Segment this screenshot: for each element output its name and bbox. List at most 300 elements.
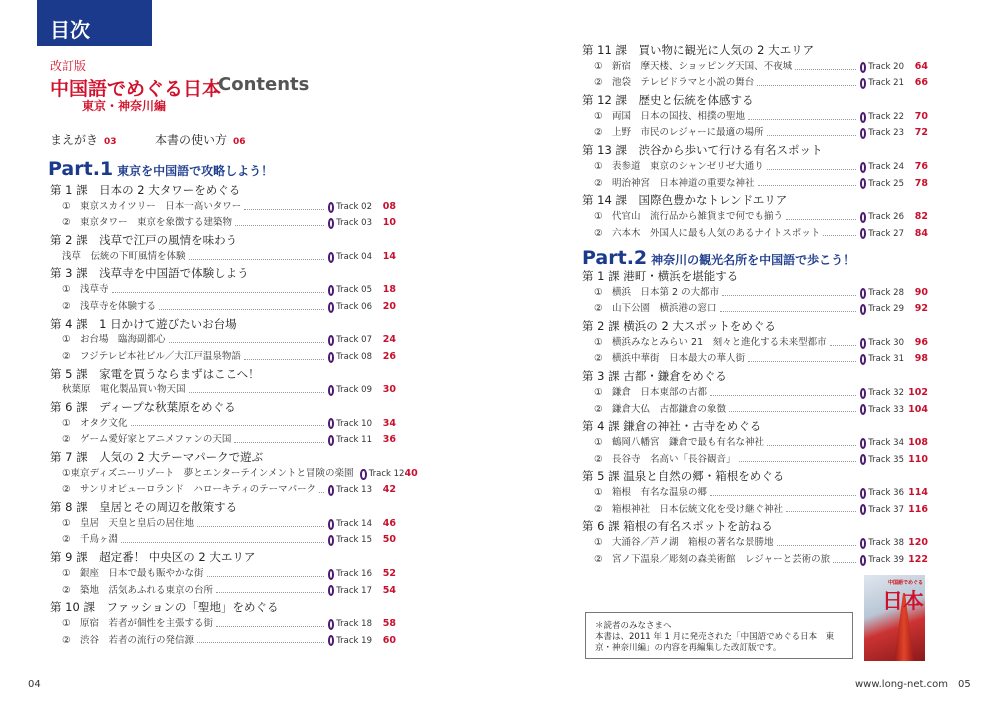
- toc-entry[interactable]: [582, 109, 928, 126]
- toc-entry[interactable]: [50, 482, 396, 499]
- track-label: Track 29: [868, 304, 904, 315]
- audio-track-icon: [328, 485, 334, 496]
- lesson-heading: 第 9 課 超定番！ 中央区の 2 大エリア: [50, 550, 256, 565]
- audio-track-icon: [328, 335, 334, 346]
- entry-title: 表参道 東京のシャンゼリゼ大通り: [612, 160, 764, 172]
- track-label: Track 16: [336, 568, 372, 579]
- audio-track-icon: [328, 535, 334, 546]
- audio-track[interactable]: [328, 616, 372, 633]
- toc-entry[interactable]: [582, 176, 928, 193]
- audio-track[interactable]: [860, 125, 904, 142]
- audio-track[interactable]: [328, 349, 372, 366]
- toc-entry[interactable]: [582, 351, 928, 368]
- entry-number: ①: [62, 417, 71, 429]
- entry-number: ①: [62, 617, 71, 629]
- entry-page: 36: [382, 434, 396, 446]
- audio-track[interactable]: [860, 75, 904, 92]
- entry-page: 98: [914, 353, 928, 365]
- track-label: Track 03: [336, 218, 372, 229]
- entry-title: 箱根神社 日本伝統文化を受け継ぐ神社: [612, 503, 784, 515]
- entry-title: 銀座 日本で最も賑やかな街: [80, 567, 204, 579]
- dotted-leader: [159, 309, 324, 310]
- entry-number: ①: [62, 567, 71, 579]
- dotted-leader: [207, 576, 324, 577]
- audio-track[interactable]: [328, 583, 372, 600]
- dotted-leader: [758, 185, 856, 186]
- entry-page: 46: [382, 517, 396, 529]
- toc-entry[interactable]: [50, 215, 396, 232]
- track-label: Track 30: [868, 337, 904, 348]
- dotted-leader: [244, 209, 324, 210]
- entry-title: 横浜 日本第 2 の大都市: [612, 286, 720, 298]
- website-url[interactable]: www.long-net.com: [855, 679, 948, 690]
- lesson-heading: 第 10 課 ファッションの「聖地」をめぐる: [50, 600, 279, 615]
- lesson-heading: 第 3 課 浅草寺を中国語で体験しよう: [50, 266, 249, 281]
- entry-number: ①: [594, 537, 603, 548]
- audio-track[interactable]: [328, 249, 372, 266]
- entry-title: 上野 市民のレジャーに最適の場所: [612, 127, 764, 139]
- audio-track[interactable]: [328, 215, 372, 232]
- audio-track-icon: [860, 488, 866, 499]
- lesson-heading: 第 1 課 日本の 2 大タワーをめぐる: [50, 183, 241, 197]
- toc-entry[interactable]: [582, 535, 928, 552]
- entry-page: 76: [914, 160, 928, 172]
- toc-entry[interactable]: [582, 435, 928, 452]
- entry-number: ②: [62, 350, 71, 362]
- entry-number: ②: [62, 217, 71, 229]
- audio-track[interactable]: [328, 282, 372, 299]
- audio-track[interactable]: [860, 485, 904, 502]
- track-label: Track 13: [336, 485, 372, 496]
- track-label: Track 25: [868, 178, 904, 189]
- entry-number: ②: [594, 303, 603, 315]
- entry-page: 78: [914, 177, 928, 189]
- toc-entry[interactable]: [582, 125, 928, 142]
- lesson-heading: 第 12 課 歴史と伝統を体感する: [582, 93, 754, 108]
- audio-track-icon: [860, 212, 866, 223]
- dotted-leader: [729, 411, 856, 412]
- dotted-leader: [216, 626, 324, 627]
- audio-track[interactable]: [860, 176, 904, 193]
- track-label: Track 17: [336, 585, 372, 596]
- audio-track-icon: [328, 435, 334, 446]
- entry-title: 東京スカイツリー 日本一高いタワー: [80, 200, 242, 212]
- track-label: Track 02: [336, 201, 372, 212]
- dotted-leader: [197, 642, 324, 643]
- track-label: Track 15: [336, 535, 372, 546]
- lesson-heading: 第 5 課 家電を買うならまずはここへ！: [50, 366, 260, 381]
- track-label: Track 28: [868, 287, 904, 298]
- dotted-leader: [235, 225, 324, 226]
- audio-track-icon: [860, 162, 866, 173]
- entry-page: 18: [382, 284, 396, 296]
- entry-page: 54: [382, 584, 396, 596]
- audio-track[interactable]: [860, 159, 904, 176]
- track-label: Track 37: [868, 504, 904, 515]
- dotted-leader: [767, 135, 856, 136]
- audio-track[interactable]: [860, 285, 904, 302]
- track-label: Track 08: [336, 351, 372, 362]
- audio-track[interactable]: [328, 432, 372, 449]
- audio-track-icon: [360, 469, 366, 480]
- audio-track[interactable]: [328, 633, 372, 650]
- track-label: Track 27: [868, 228, 904, 239]
- entry-number: ①: [62, 334, 71, 346]
- lesson-heading: 第 6 課 箱根の有名スポットを訪ねる: [582, 519, 773, 534]
- toc-entry[interactable]: [582, 301, 928, 318]
- audio-track[interactable]: [860, 385, 904, 402]
- toc-entry[interactable]: [50, 199, 396, 216]
- cover-logo: 日本: [882, 589, 924, 613]
- track-label: Track 12: [368, 468, 405, 479]
- entry-number: ②: [594, 177, 603, 189]
- toc-entry[interactable]: [50, 583, 396, 600]
- toc-entry[interactable]: [50, 432, 396, 449]
- entry-number: ①: [594, 336, 603, 348]
- audio-track-icon: [328, 302, 334, 313]
- entry-page: 10: [382, 217, 396, 229]
- audio-track-icon: [860, 454, 866, 465]
- toc-entry[interactable]: [582, 159, 928, 176]
- lesson-heading: 第 2 課 浅草で江戸の風情を味わう: [50, 233, 238, 248]
- entry-title: 新宿 摩天楼、ショッピング天国、不夜城: [612, 60, 793, 72]
- dotted-leader: [131, 425, 324, 426]
- entry-number: ②: [594, 77, 603, 89]
- toc-entry[interactable]: [582, 502, 928, 519]
- audio-track[interactable]: [860, 59, 904, 76]
- dotted-leader: [710, 395, 856, 396]
- entry-title: 浅草 伝統の下町風情を体験: [62, 250, 186, 262]
- part1-title: 東京を中国語で攻略しよう！: [117, 164, 274, 178]
- entry-page: 108: [908, 436, 928, 448]
- entry-title: 横浜中華街 日本最大の華人街: [612, 353, 746, 365]
- entry-page: 64: [914, 60, 928, 72]
- entry-title: 築地 活気あふれる東京の台所: [80, 584, 214, 596]
- dotted-leader: [121, 542, 324, 543]
- audio-track-icon: [328, 385, 334, 396]
- dotted-leader: [112, 292, 324, 293]
- entry-page: 114: [908, 486, 928, 498]
- entry-title: 箱根 有名な温泉の郷: [612, 486, 708, 498]
- toc-entry[interactable]: [50, 249, 396, 266]
- lesson-heading: 第 14 課 国際色豊かなトレンドエリア: [582, 193, 788, 208]
- entry-title: 鎌倉 日本東部の古都: [612, 386, 708, 398]
- entry-page: 40: [404, 467, 418, 479]
- lesson-heading: 第 4 課 鎌倉の神社・古寺をめぐる: [582, 419, 762, 434]
- entry-title: フジテレビ本社ビル／大江戸温泉物語: [80, 350, 241, 362]
- entry-title: 浅草寺を体験する: [80, 300, 157, 312]
- toc-entry[interactable]: [582, 485, 928, 502]
- part2-number: Part.2: [582, 247, 648, 269]
- audio-track[interactable]: [860, 552, 904, 569]
- toc-entry[interactable]: [582, 552, 928, 569]
- dotted-leader: [833, 562, 856, 563]
- entry-number: ①: [594, 110, 603, 122]
- entry-number: ②: [594, 353, 603, 365]
- audio-track-icon: [328, 352, 334, 363]
- dotted-leader: [197, 526, 324, 527]
- audio-track[interactable]: [860, 226, 904, 243]
- track-label: Track 31: [868, 354, 904, 365]
- toc-entry[interactable]: [582, 385, 928, 402]
- toc-entry[interactable]: [582, 75, 928, 92]
- entry-number: ②: [62, 634, 71, 646]
- entry-title: 東京タワー 東京を象徴する建築物: [80, 217, 233, 229]
- dotted-leader: [786, 511, 856, 512]
- toc-entry[interactable]: [582, 226, 928, 243]
- audio-track[interactable]: [328, 516, 372, 533]
- audio-track[interactable]: [360, 466, 404, 483]
- toc-entry[interactable]: [50, 382, 396, 399]
- entry-title: お台場 臨海副都心: [80, 334, 166, 346]
- toc-entry[interactable]: [50, 332, 396, 349]
- track-label: Track 09: [336, 385, 372, 396]
- audio-track[interactable]: [328, 482, 372, 499]
- audio-track[interactable]: [328, 416, 372, 433]
- dotted-leader: [710, 495, 856, 496]
- entry-number: ②: [594, 127, 603, 139]
- lesson-heading: 第 8 課 皇居とその周辺を散策する: [50, 500, 238, 515]
- dotted-leader: [216, 592, 324, 593]
- audio-track-icon: [860, 555, 866, 566]
- toc-entry[interactable]: [50, 466, 418, 483]
- toc-entry[interactable]: [582, 335, 928, 352]
- entry-number: ②: [62, 584, 71, 596]
- lesson-heading: 第 7 課 人気の 2 大テーマパークで遊ぶ: [50, 450, 264, 464]
- edition-label: 改訂版: [50, 59, 87, 73]
- dotted-leader: [795, 69, 856, 70]
- entry-number: ①: [594, 160, 603, 172]
- dotted-leader: [823, 235, 856, 236]
- audio-track[interactable]: [860, 402, 904, 419]
- entry-title: 長谷寺 名高い「長谷観音」: [612, 453, 736, 465]
- audio-track-icon: [860, 538, 866, 549]
- entry-page: 58: [382, 617, 396, 629]
- audio-track-icon: [328, 585, 334, 596]
- toc-entry[interactable]: [50, 566, 396, 583]
- audio-track[interactable]: [328, 332, 372, 349]
- toc-entry[interactable]: [50, 299, 396, 316]
- dotted-leader: [767, 445, 856, 446]
- toc-entry[interactable]: [582, 59, 928, 76]
- entry-number: ②: [594, 227, 603, 239]
- audio-track-icon: [328, 285, 334, 296]
- entry-title: 鎌倉大仏 古都鎌倉の象徴: [612, 403, 727, 415]
- toc-entry[interactable]: [582, 402, 928, 419]
- entry-title: 両国 日本の国技、相撲の聖地: [612, 110, 746, 122]
- dotted-leader: [244, 359, 324, 360]
- audio-track-icon: [860, 504, 866, 515]
- entry-title: オタク文化: [80, 417, 128, 429]
- entry-title: 明治神宮 日本神道の重要な神社: [612, 177, 755, 189]
- preface-page: 03: [104, 137, 117, 147]
- track-label: Track 24: [868, 161, 904, 172]
- part2-title: 神奈川の観光名所を中国語で歩こう！: [651, 253, 856, 267]
- book-title: 中国語でめぐる日本: [50, 78, 222, 100]
- track-label: Track 33: [868, 404, 904, 415]
- dotted-leader: [786, 219, 856, 220]
- entry-number: ①: [594, 286, 603, 298]
- track-label: Track 10: [336, 418, 372, 429]
- audio-track[interactable]: [860, 335, 904, 352]
- dotted-leader: [189, 259, 324, 260]
- audio-track-icon: [328, 202, 334, 213]
- track-label: Track 22: [868, 111, 904, 122]
- toc-entry[interactable]: [50, 416, 396, 433]
- track-label: Track 14: [336, 518, 372, 529]
- entry-page: 120: [908, 537, 928, 548]
- entry-number: ②: [594, 503, 603, 515]
- entry-number: ②: [62, 434, 71, 446]
- entry-page: 52: [382, 567, 396, 579]
- entry-page: 66: [914, 77, 928, 89]
- entry-page: 96: [914, 336, 928, 348]
- entry-page: 116: [908, 503, 928, 515]
- lesson-heading: 第 3 課 古都・鎌倉をめぐる: [582, 369, 727, 384]
- book-cover-image: [864, 575, 925, 661]
- audio-track[interactable]: [328, 382, 372, 399]
- audio-track[interactable]: [860, 502, 904, 519]
- front-matter-preface[interactable]: [50, 131, 117, 148]
- audio-track-icon: [328, 619, 334, 630]
- entry-page: 26: [382, 350, 396, 362]
- audio-track[interactable]: [328, 299, 372, 316]
- toc-entry[interactable]: [50, 633, 396, 650]
- entry-title: 東京ディズニーリゾート 夢とエンターテインメントと冒険の楽園: [70, 467, 354, 479]
- audio-track-icon: [860, 404, 866, 415]
- track-label: Track 39: [868, 554, 904, 565]
- audio-track-icon: [860, 354, 866, 365]
- audio-track[interactable]: [860, 109, 904, 126]
- toc-entry[interactable]: [50, 532, 396, 549]
- entry-page: 122: [908, 553, 928, 565]
- lesson-heading: 第 1 課 港町・横浜を堪能する: [582, 269, 739, 283]
- toc-column-right-part1: [582, 42, 928, 242]
- track-label: Track 07: [336, 335, 372, 346]
- audio-track[interactable]: [328, 199, 372, 216]
- reader-note-body: 本書は、2011 年 1 月に発売された「中国語でめぐる日本 東京・神奈川編」の内容を再編集した改訂版です。: [595, 632, 835, 653]
- entry-title: 原宿 若者が個性を主張する街: [80, 617, 214, 629]
- toc-entry[interactable]: [50, 616, 396, 633]
- dotted-leader: [720, 311, 856, 312]
- track-label: Track 18: [336, 618, 372, 629]
- audio-track[interactable]: [860, 351, 904, 368]
- reader-note-heading: ＊読者のみなさまへ: [595, 621, 672, 631]
- entry-number: ②: [594, 453, 603, 465]
- dotted-leader: [319, 492, 324, 493]
- toc-header-label: 目次: [50, 18, 90, 42]
- entry-number: ①: [62, 467, 71, 479]
- entry-title: 宮ノ下温泉／彫刻の森美術館 レジャーと芸術の旅: [612, 553, 831, 565]
- entry-page: 60: [382, 634, 396, 646]
- entry-title: 大涌谷／芦ノ湖 箱根の著名な景勝地: [612, 537, 774, 548]
- track-label: Track 35: [868, 454, 904, 465]
- how-to-use-label: 本書の使い方: [155, 133, 228, 147]
- audio-track-icon: [328, 252, 334, 263]
- audio-track-icon: [328, 218, 334, 229]
- entry-number: ②: [594, 403, 603, 415]
- toc-entry[interactable]: [50, 282, 396, 299]
- entry-title: 池袋 テレビドラマと小説の舞台: [612, 77, 755, 89]
- entry-page: 08: [382, 200, 396, 212]
- toc-entry[interactable]: [582, 209, 928, 226]
- dotted-leader: [748, 119, 856, 120]
- audio-track-icon: [860, 438, 866, 449]
- audio-track[interactable]: [860, 209, 904, 226]
- entry-page: 34: [382, 417, 396, 429]
- dotted-leader: [234, 442, 324, 443]
- audio-track-icon: [860, 128, 866, 139]
- entry-page: 104: [908, 403, 928, 415]
- entry-number: ①: [62, 200, 71, 212]
- cover-title: 中国語でめぐる: [888, 580, 924, 586]
- toc-entry[interactable]: [50, 349, 396, 366]
- entry-title: 六本木 外国人に最も人気のあるナイトスポット: [612, 227, 821, 239]
- audio-track-icon: [328, 635, 334, 646]
- track-label: Track 34: [868, 437, 904, 448]
- entry-title: サンリオピューロランド ハローキティのテーマパーク: [80, 484, 317, 496]
- front-matter-how-to-use[interactable]: [155, 131, 246, 148]
- audio-track-icon: [860, 288, 866, 299]
- audio-track[interactable]: [860, 452, 904, 469]
- audio-track[interactable]: [328, 532, 372, 549]
- entry-title: 千鳥ヶ淵: [80, 534, 119, 546]
- left-page-number: 04: [28, 679, 41, 690]
- entry-number: ②: [62, 534, 71, 546]
- toc-entry[interactable]: [50, 516, 396, 533]
- audio-track[interactable]: [328, 566, 372, 583]
- toc-entry[interactable]: [582, 285, 928, 302]
- entry-page: 24: [382, 334, 396, 346]
- toc-header-block: [37, 0, 152, 46]
- audio-track-icon: [860, 62, 866, 73]
- toc-entry[interactable]: [582, 452, 928, 469]
- entry-title: 皇居 天皇と皇后の居住地: [80, 517, 195, 529]
- track-label: Track 26: [868, 211, 904, 222]
- entry-title: 代官山 流行品から雑貨まで何でも揃う: [612, 210, 784, 222]
- audio-track-icon: [860, 228, 866, 239]
- track-label: Track 23: [868, 128, 904, 139]
- audio-track[interactable]: [860, 301, 904, 318]
- entry-number: ①: [594, 436, 603, 448]
- book-subtitle: 東京・神奈川編: [82, 99, 167, 113]
- toc-column-right-part2: [582, 268, 928, 568]
- track-label: Track 36: [868, 487, 904, 498]
- audio-track[interactable]: [860, 435, 904, 452]
- audio-track-icon: [860, 338, 866, 349]
- entry-page: 82: [914, 210, 928, 222]
- audio-track-icon: [860, 112, 866, 123]
- track-label: Track 11: [336, 435, 372, 446]
- how-to-use-page: 06: [233, 137, 246, 147]
- audio-track-icon: [860, 304, 866, 315]
- right-page-number: 05: [958, 679, 971, 690]
- reader-note-box: [585, 612, 853, 659]
- dotted-leader: [748, 361, 856, 362]
- dotted-leader: [767, 169, 856, 170]
- track-label: Track 19: [336, 635, 372, 646]
- entry-number: ①: [594, 386, 603, 398]
- part1-number: Part.1: [48, 158, 114, 180]
- audio-track-icon: [328, 569, 334, 580]
- audio-track[interactable]: [860, 535, 904, 552]
- track-label: Track 05: [336, 285, 372, 296]
- entry-number: ②: [62, 484, 71, 496]
- entry-title: 横浜みなとみらい 21 刻々と進化する未来型都市: [612, 336, 827, 348]
- entry-page: 50: [382, 534, 396, 546]
- lesson-heading: 第 11 課 買い物に観光に人気の 2 大エリア: [582, 43, 815, 57]
- entry-page: 20: [382, 300, 396, 312]
